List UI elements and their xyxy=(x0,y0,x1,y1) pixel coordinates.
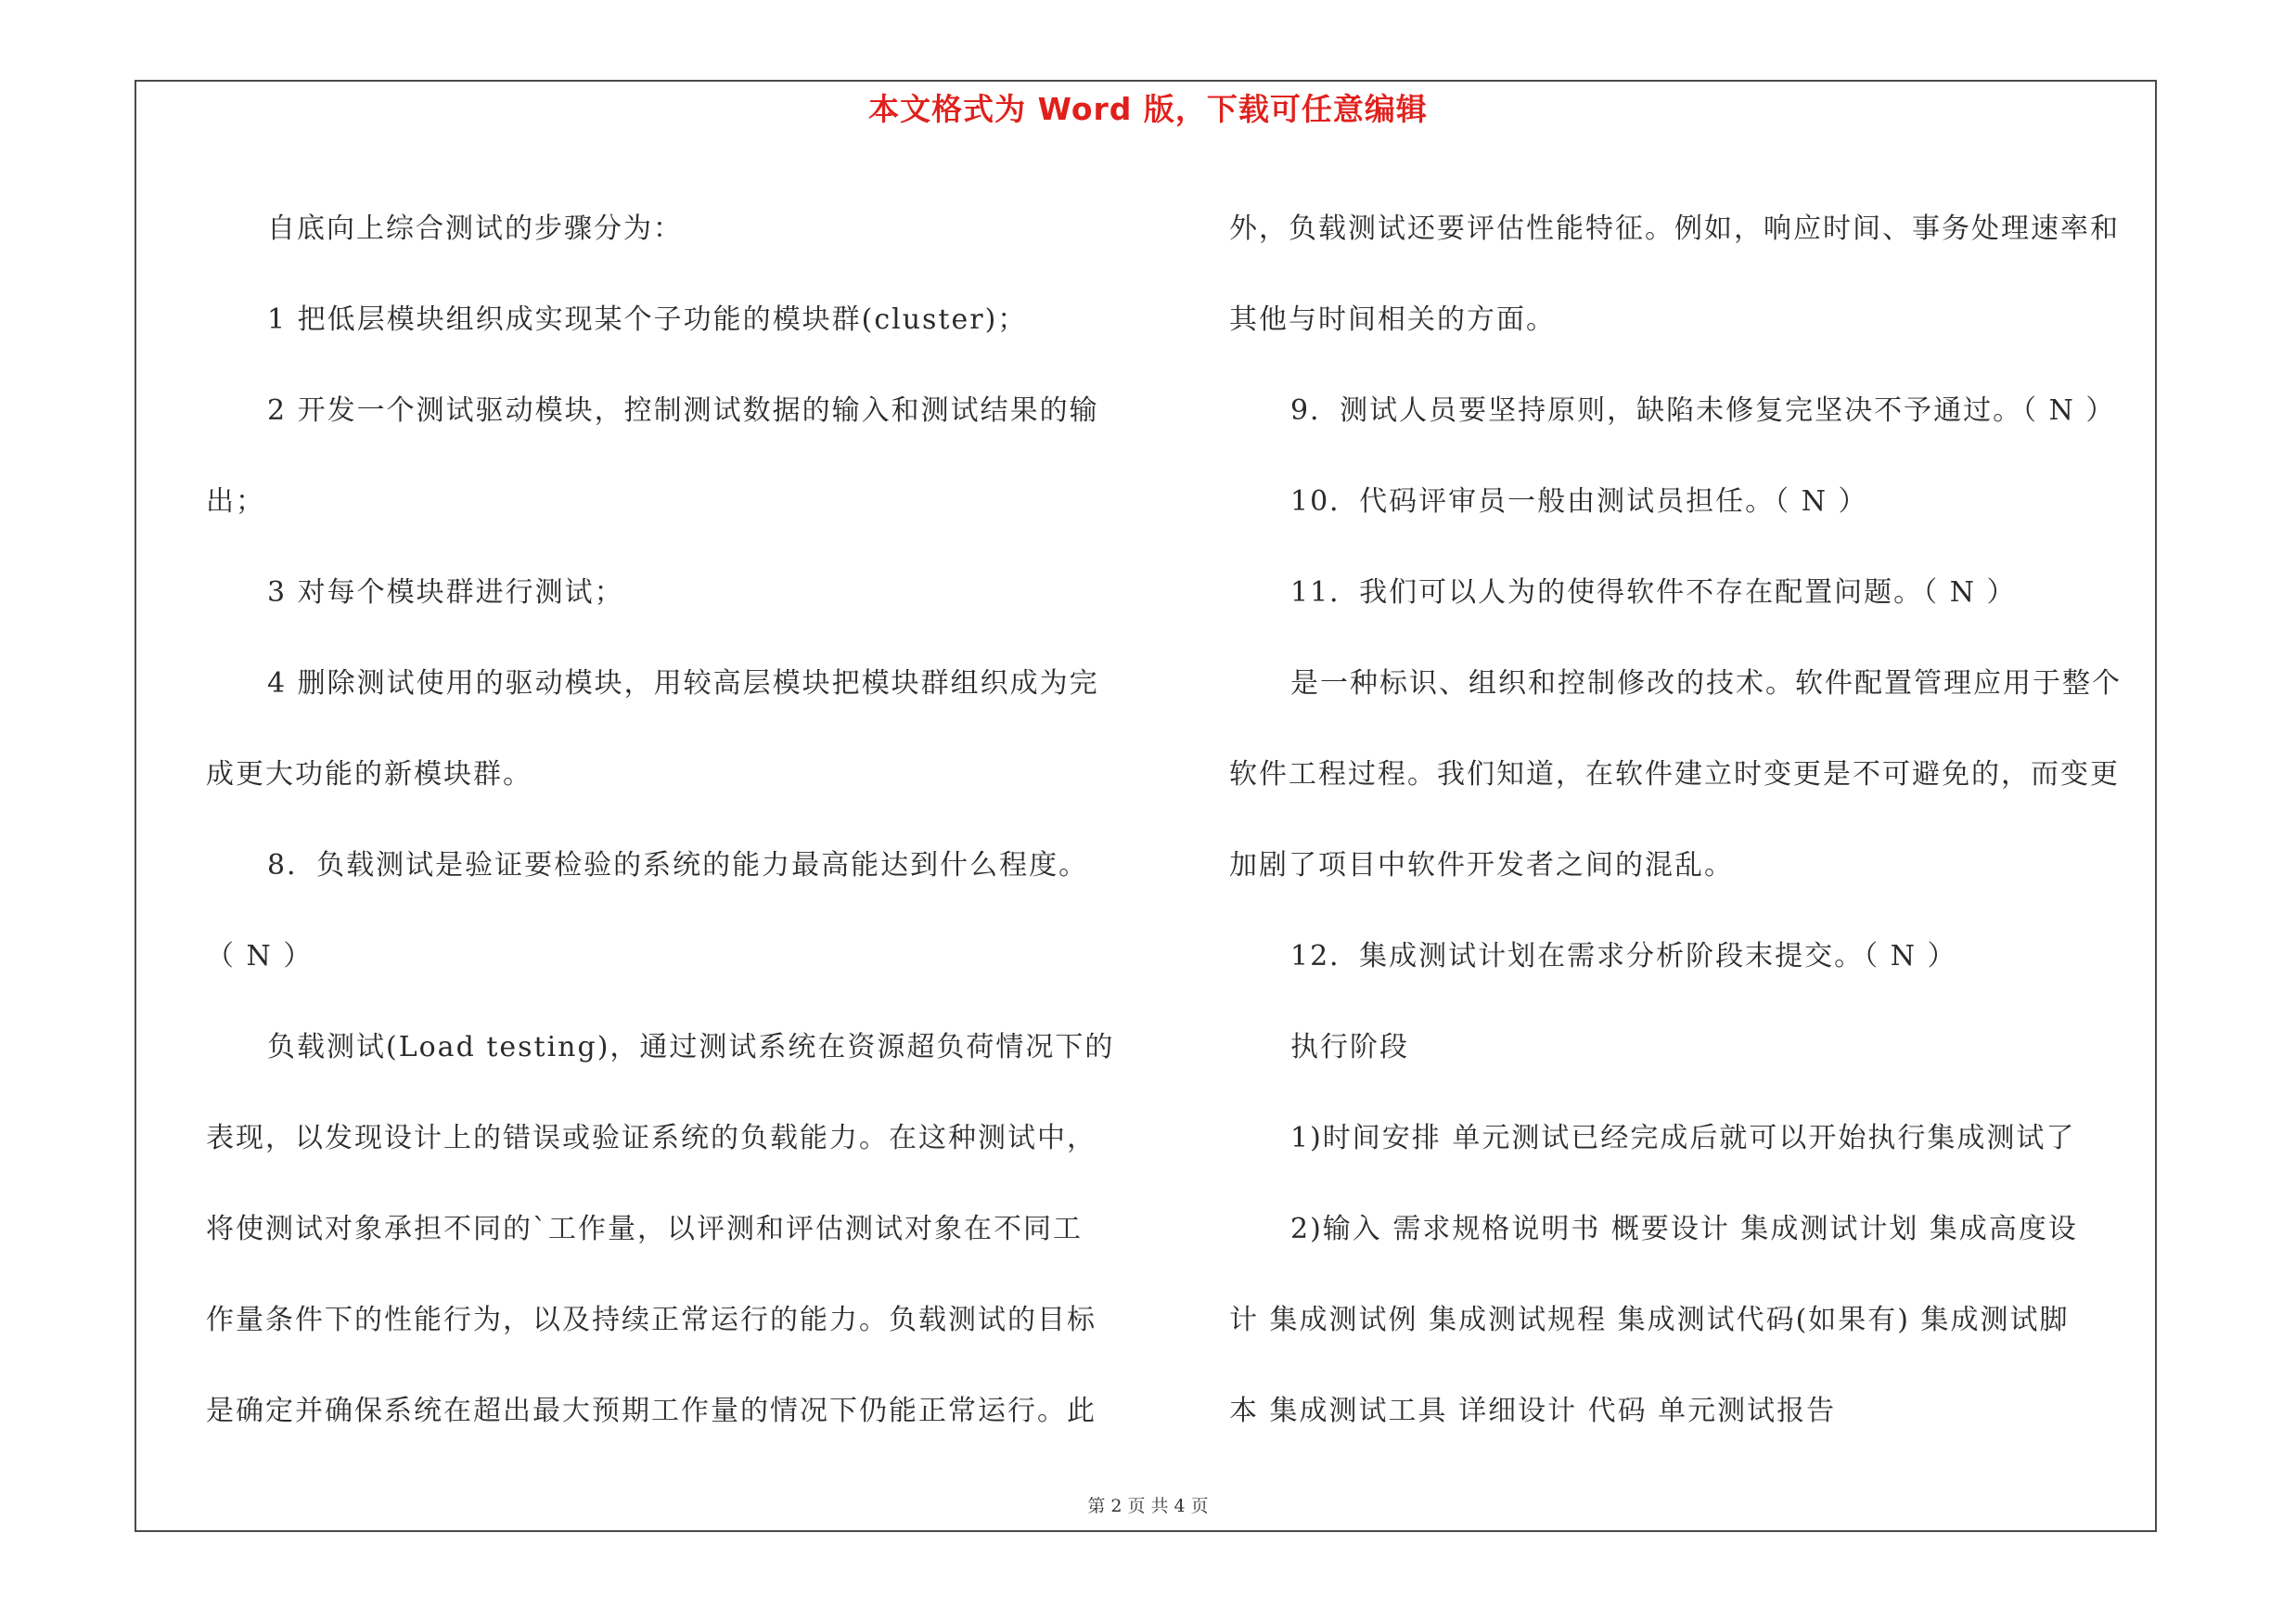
text-line: 是一种标识、组织和控制修改的技术。软件配置管理应用于整个 xyxy=(1290,667,2122,700)
text-line: 自底向上综合测试的步骤分为： xyxy=(267,213,683,245)
text-line: 2 开发一个测试驱动模块，控制测试数据的输入和测试结果的输 xyxy=(267,394,1099,427)
left-column xyxy=(206,184,1134,1457)
text-line: 是确定并确保系统在超出最大预期工作量的情况下仍能正常运行。此 xyxy=(206,1395,1097,1427)
text-line: 计 集成测试例 集成测试规程 集成测试代码(如果有) 集成测试脚 xyxy=(1229,1304,2070,1336)
text-line: 本 集成测试工具 详细设计 代码 单元测试报告 xyxy=(1229,1395,1837,1427)
text-line: 1)时间安排 单元测试已经完成后就可以开始执行集成测试了 xyxy=(1290,1122,2076,1154)
text-line: 出； xyxy=(206,485,265,518)
text-line: 3 对每个模块群进行测试； xyxy=(267,576,624,609)
text-line: 11．我们可以人为的使得软件不存在配置问题。（ N ） xyxy=(1290,576,2017,609)
text-line: 8．负载测试是验证要检验的系统的能力最高能达到什么程度。 xyxy=(267,849,1089,882)
text-line: 执行阶段 xyxy=(1290,1031,1409,1063)
text-line: 作量条件下的性能行为，以及持续正常运行的能力。负载测试的目标 xyxy=(206,1304,1097,1336)
text-line: 12．集成测试计划在需求分析阶段末提交。（ N ） xyxy=(1290,940,1957,973)
text-line: 将使测试对象承担不同的`工作量，以评测和评估测试对象在不同工 xyxy=(206,1213,1083,1245)
text-line: 2)输入 需求规格说明书 概要设计 集成测试计划 集成高度设 xyxy=(1290,1213,2078,1245)
text-line: 外，负载测试还要评估性能特征。例如，响应时间、事务处理速率和 xyxy=(1229,213,2120,245)
text-line: 其他与时间相关的方面。 xyxy=(1229,303,1556,336)
right-column xyxy=(1229,184,2157,1457)
text-line: 表现，以发现设计上的错误或验证系统的负载能力。在这种测试中， xyxy=(206,1122,1097,1154)
text-line: 4 删除测试使用的驱动模块，用较高层模块把模块群组织成为完 xyxy=(267,667,1099,700)
text-line: 10．代码评审员一般由测试员担任。（ N ） xyxy=(1290,485,1868,518)
text-line: （ N ） xyxy=(206,940,314,973)
page-number-footer: 第 2 页 共 4 页 xyxy=(1087,1496,1209,1516)
text-line: 加剧了项目中软件开发者之间的混乱。 xyxy=(1229,849,1734,882)
text-line: 成更大功能的新模块群。 xyxy=(206,758,532,791)
text-line: 软件工程过程。我们知道，在软件建立时变更是不可避免的，而变更 xyxy=(1229,758,2120,791)
text-line: 负载测试(Load testing)，通过测试系统在资源超负荷情况下的 xyxy=(267,1031,1115,1063)
text-line: 9．测试人员要坚持原则，缺陷未修复完坚决不予通过。（ N ） xyxy=(1290,394,2116,427)
word-format-banner: 本文格式为 Word 版，下载可任意编辑 xyxy=(868,91,1428,127)
text-line: 1 把低层模块组织成实现某个子功能的模块群(cluster)； xyxy=(267,303,1028,336)
